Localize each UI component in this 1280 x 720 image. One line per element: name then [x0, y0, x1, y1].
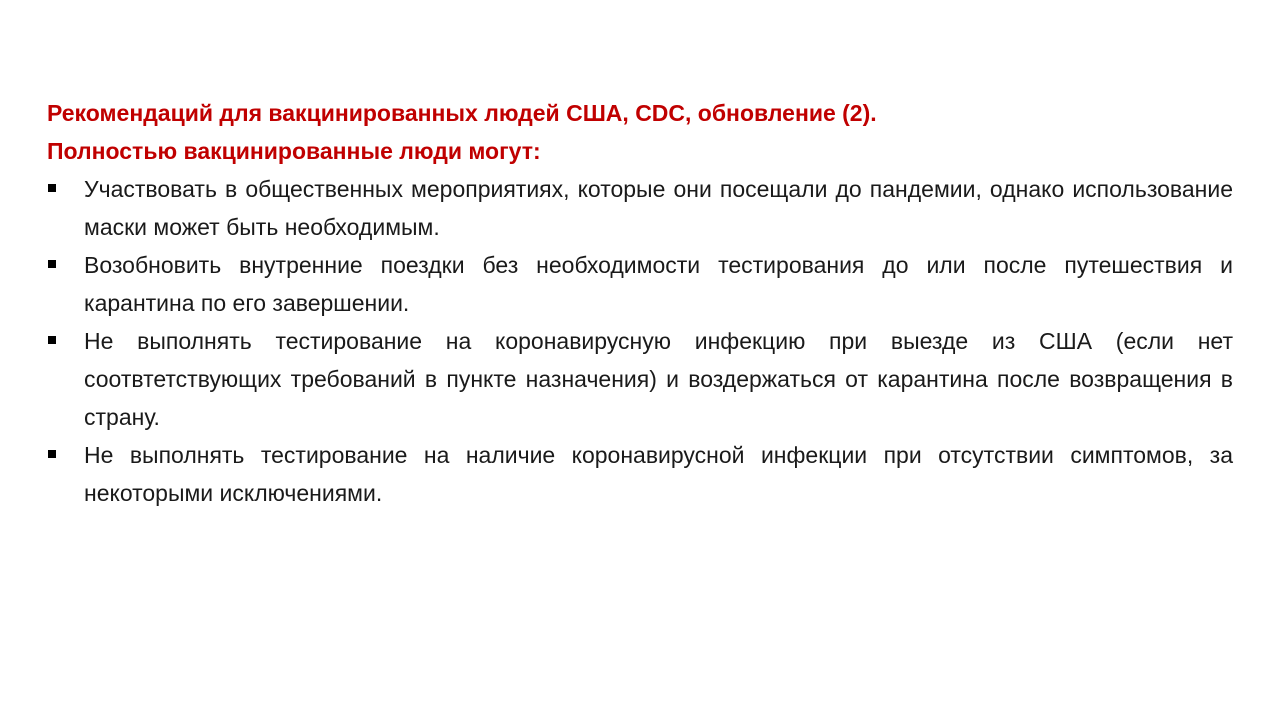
bullet-text: Возобновить внутренние поездки без необходимости тестирования до или после путешествия и карантина по его завершении. — [84, 252, 1233, 316]
bullet-text: Участвовать в общественных мероприятиях, которые они посещали до пандемии, однако использование маски может быть необходимым. — [84, 176, 1233, 240]
slide-content — [47, 94, 1233, 512]
bullet-item — [47, 246, 1233, 322]
square-bullet-icon — [48, 184, 56, 192]
square-bullet-icon — [48, 260, 56, 268]
bullet-text: Не выполнять тестирование на коронавирусную инфекцию при выезде из США (если нет соотвтетствующих требований в пункте назначения) и воздержаться от карантина после возвращения в страну. — [84, 328, 1233, 430]
bullet-item — [47, 436, 1233, 512]
slide-title: Рекомендаций для вакцинированных людей США, CDC, обновление (2). — [47, 100, 877, 126]
bullet-list — [47, 170, 1233, 512]
bullet-text: Не выполнять тестирование на наличие коронавирусной инфекции при отсутствии симптомов, за некоторыми исключениями. — [84, 442, 1233, 506]
bullet-item — [47, 322, 1233, 436]
bullet-item — [47, 170, 1233, 246]
square-bullet-icon — [48, 450, 56, 458]
square-bullet-icon — [48, 336, 56, 344]
slide-subtitle: Полностью вакцинированные люди могут: — [47, 138, 541, 164]
